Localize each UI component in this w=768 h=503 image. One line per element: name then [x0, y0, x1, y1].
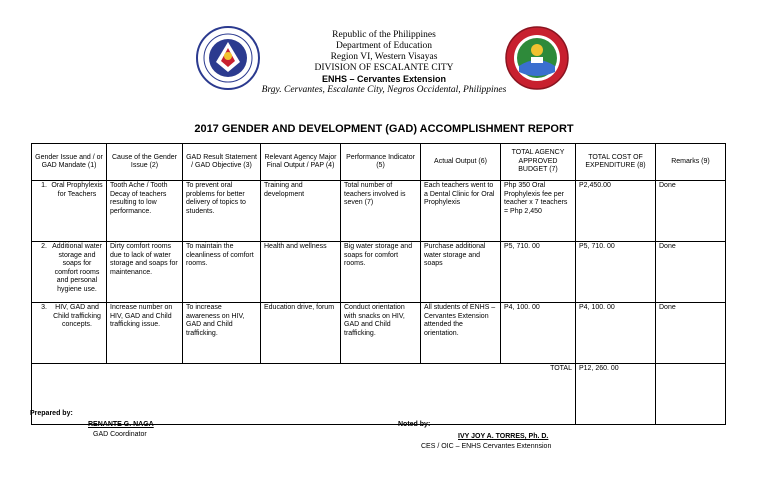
expenditure-cell: P2,450.00 [576, 181, 656, 242]
cause-cell: Tooth Ache / Tooth Decay of teachers resulting to low performance. [107, 181, 183, 242]
expenditure-cell: P4, 100. 00 [576, 303, 656, 364]
remarks-cell: Done [656, 181, 726, 242]
cause-cell: Increase number on HIV, GAD and Child trafficking issue. [107, 303, 183, 364]
school-address: Brgy. Cervantes, Escalante City, Negros Occidental, Philippines [261, 85, 507, 95]
indicator-cell: Conduct orientation with snacks on HIV, GAD and Child trafficking. [341, 303, 421, 364]
budget-cell: Php 350 Oral Prophylexis fee per teacher x 7 teachers = Php 2,450 [501, 181, 576, 242]
actual-output-cell: Purchase additional water storage and soaps [421, 242, 501, 303]
prepared-by-title: GAD Coordinator [93, 431, 147, 438]
remarks-cell: Done [656, 303, 726, 364]
prepared-by-name: RENANTE G. NAGA [88, 421, 154, 428]
table-row [32, 181, 726, 242]
column-header: Remarks (9) [656, 144, 726, 181]
issue-cell [32, 181, 107, 242]
budget-cell: P4, 100. 00 [501, 303, 576, 364]
objective-cell: To increase awareness on HIV, GAD and Child trafficking. [183, 303, 261, 364]
header-line: Department of Education [335, 41, 433, 51]
column-header: Performance Indicator (5) [341, 144, 421, 181]
column-header: Cause of the Gender Issue (2) [107, 144, 183, 181]
output-pap-cell: Training and development [261, 181, 341, 242]
header-line: DIVISION OF ESCALANTE CITY [314, 63, 454, 73]
total-row [32, 364, 726, 425]
actual-output-cell: All students of ENHS – Cervantes Extension attended the orientation. [421, 303, 501, 364]
column-header: Gender Issue and / or GAD Mandate (1) [32, 144, 107, 181]
table-row [32, 242, 726, 303]
remarks-cell: Done [656, 242, 726, 303]
letterhead [230, 30, 538, 96]
noted-by-label: Noted by: [398, 421, 431, 428]
issue-cell [32, 303, 107, 364]
prepared-by-label: Prepared by: [30, 410, 73, 417]
table-header-row [32, 144, 726, 181]
budget-cell: P5, 710. 00 [501, 242, 576, 303]
output-pap-cell: Health and wellness [261, 242, 341, 303]
column-header: TOTAL AGENCY APPROVED BUDGET (7) [501, 144, 576, 181]
issue-text: Additional water storage and soaps for comfort rooms and personal hygiene use. [52, 243, 102, 293]
column-header: Actual Output (6) [421, 144, 501, 181]
noted-by-name: IVY JOY A. TORRES, Ph. D. [458, 433, 549, 440]
output-pap-cell: Education drive, forum [261, 303, 341, 364]
header-line: Republic of the Philippines [332, 30, 436, 40]
column-header: GAD Result Statement / GAD Objective (3) [183, 144, 261, 181]
report-title: 2017 GENDER AND DEVELOPMENT (GAD) ACCOMPLISHMENT REPORT [194, 123, 574, 135]
row-number: 3. [41, 304, 47, 311]
total-label: TOTAL [32, 364, 576, 425]
cause-cell: Dirty comfort rooms due to lack of water storage and soaps for maintenance. [107, 242, 183, 303]
issue-text: HIV, GAD and Child trafficking concepts. [53, 304, 101, 328]
issue-text: Oral Prophylexis for Teachers [51, 182, 103, 198]
column-header: TOTAL COST OF EXPENDITURE (8) [576, 144, 656, 181]
accomplishment-table [31, 143, 726, 425]
issue-cell [32, 242, 107, 303]
total-remarks-cell [656, 364, 726, 425]
actual-output-cell: Each teachers went to a Dental Clinic for Oral Prophylexis [421, 181, 501, 242]
header-line: Region VI, Western Visayas [330, 52, 438, 62]
table-row [32, 303, 726, 364]
objective-cell: To maintain the cleanliness of comfort rooms. [183, 242, 261, 303]
total-value: P12, 260. 00 [576, 364, 656, 425]
row-number: 2. [41, 243, 47, 250]
noted-by-title: CES / OIC – ENHS Cervantes Extennsion [421, 443, 552, 450]
expenditure-cell: P5, 710. 00 [576, 242, 656, 303]
indicator-cell: Big water storage and soaps for comfort rooms. [341, 242, 421, 303]
indicator-cell: Total number of teachers involved is seven (7) [341, 181, 421, 242]
school-name: ENHS – Cervantes Extension [321, 74, 447, 84]
row-number: 1. [41, 182, 47, 189]
objective-cell: To prevent oral problems for better delivery of topics to students. [183, 181, 261, 242]
column-header: Relevant Agency Major Final Output / PAP (4) [261, 144, 341, 181]
